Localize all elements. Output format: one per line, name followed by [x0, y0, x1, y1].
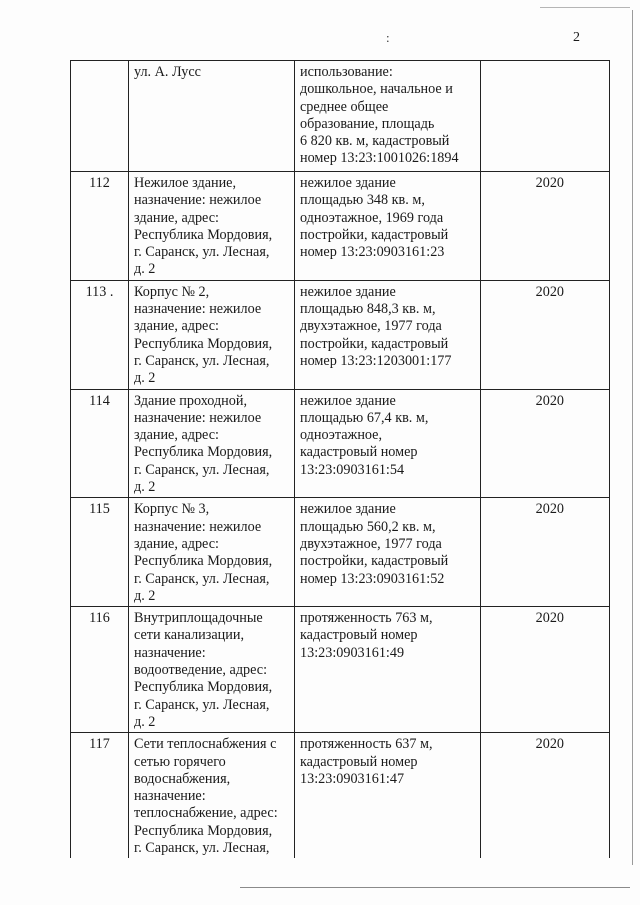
object-description: протяженность 763 м, кадастровый номер 13:23:0903161:49: [295, 607, 481, 733]
object-name: Сети теплоснабжения с сетью горячего водоснабжения, назначение: теплоснабжение, адрес: Республика Мордовия, г. Саранск, ул. Лесная,: [129, 733, 295, 859]
object-description: нежилое здание площадью 348 кв. м, одноэтажное, 1969 года постройки, кадастровый номер 13:23:0903161:23: [295, 172, 481, 281]
object-name: Здание проходной, назначение: нежилое здание, адрес: Республика Мордовия, г. Саранск, ул. Лесная, д. 2: [129, 389, 295, 498]
year: [481, 61, 610, 172]
page-number: 2: [573, 30, 580, 45]
table-row: [71, 389, 610, 498]
object-name: Внутриплощадочные сети канализации, назначение: водоотведение, адрес: Республика Мордовия, г. Саранск, ул. Лесная, д. 2: [129, 607, 295, 733]
row-number: [71, 61, 129, 172]
property-table: [70, 60, 610, 858]
scan-mark: :: [386, 30, 390, 45]
table-row: [71, 61, 610, 172]
object-description: нежилое здание площадью 67,4 кв. м, одноэтажное, кадастровый номер 13:23:0903161:54: [295, 389, 481, 498]
object-name: Нежилое здание, назначение: нежилое здание, адрес: Республика Мордовия, г. Саранск, ул. Лесная, д. 2: [129, 172, 295, 281]
object-name: ул. А. Лусс: [129, 61, 295, 172]
object-description: использование: дошкольное, начальное и среднее общее образование, площадь 6 820 кв. м, кадастровый номер 13:23:1001026:1894: [295, 61, 481, 172]
row-number: 115: [71, 498, 129, 607]
object-description: протяженность 637 м, кадастровый номер 13:23:0903161:47: [295, 733, 481, 859]
object-name: Корпус № 2, назначение: нежилое здание, адрес: Республика Мордовия, г. Саранск, ул. Лесная, д. 2: [129, 280, 295, 389]
table-row: [71, 498, 610, 607]
scan-edge-bottom: [240, 887, 630, 888]
scan-edge-right: [632, 10, 633, 865]
table-row: [71, 280, 610, 389]
row-number: 112: [71, 172, 129, 281]
year: 2020: [481, 280, 610, 389]
table-row: [71, 607, 610, 733]
year: 2020: [481, 172, 610, 281]
object-description: нежилое здание площадью 848,3 кв. м, двухэтажное, 1977 года постройки, кадастровый номер 13:23:1203001:177: [295, 280, 481, 389]
object-name: Корпус № 3, назначение: нежилое здание, адрес: Республика Мордовия, г. Саранск, ул. Лесная, д. 2: [129, 498, 295, 607]
year: 2020: [481, 389, 610, 498]
row-number: 117: [71, 733, 129, 859]
row-number: 114: [71, 389, 129, 498]
table-row: [71, 733, 610, 859]
object-description: нежилое здание площадью 560,2 кв. м, двухэтажное, 1977 года постройки, кадастровый номер 13:23:0903161:52: [295, 498, 481, 607]
scan-edge-top: [540, 7, 630, 8]
year: 2020: [481, 498, 610, 607]
row-number: 116: [71, 607, 129, 733]
table-row: [71, 172, 610, 281]
row-number: 113 .: [71, 280, 129, 389]
year: 2020: [481, 733, 610, 859]
year: 2020: [481, 607, 610, 733]
